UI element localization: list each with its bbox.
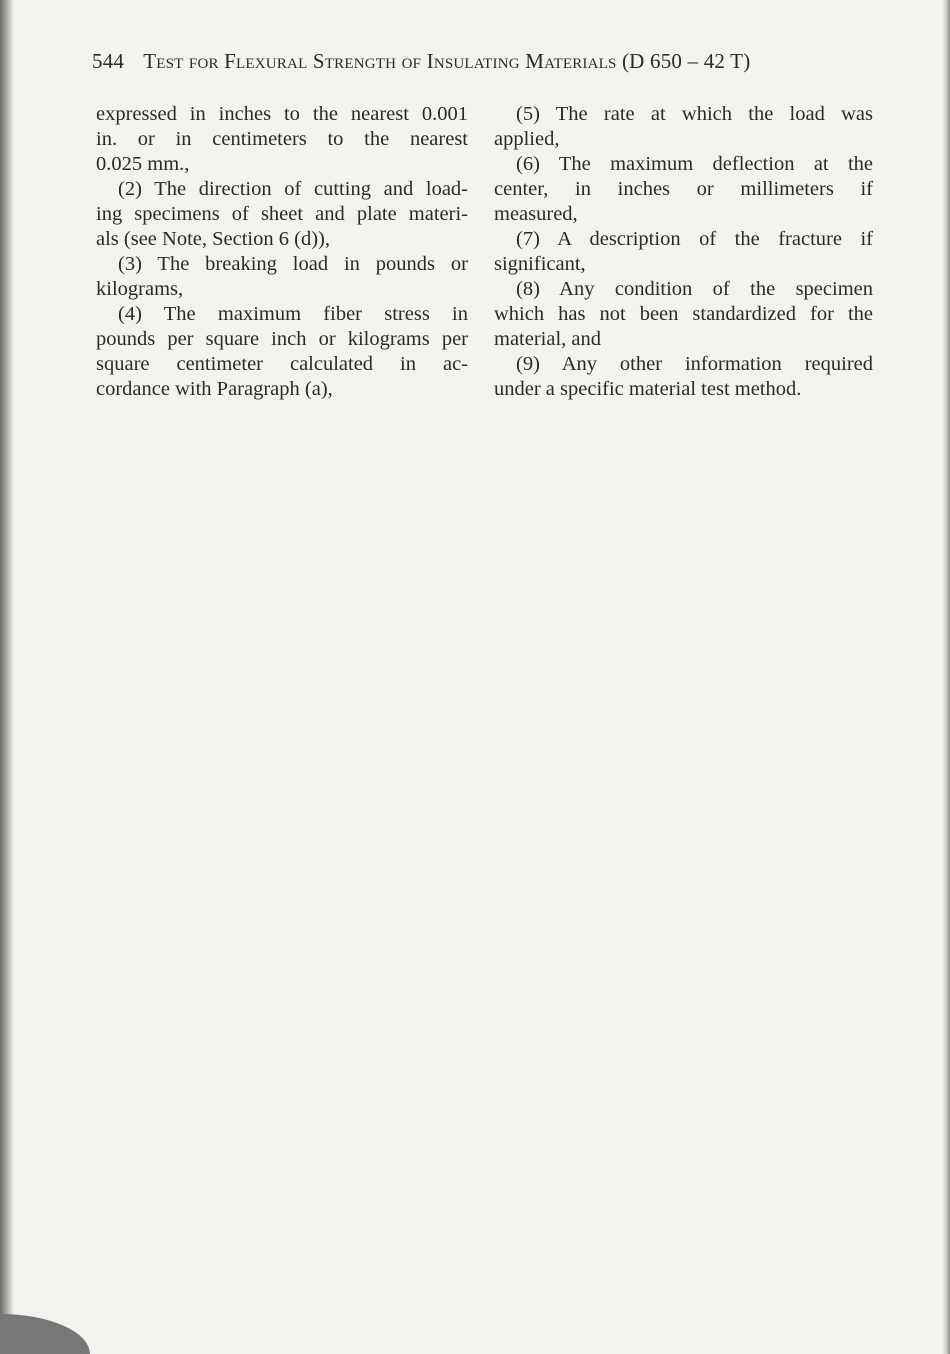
text-line: material, and bbox=[494, 328, 602, 350]
text-line: ing specimens of sheet and plate materi- bbox=[96, 203, 468, 225]
text-line: under a specific material test method. bbox=[494, 378, 802, 400]
list-item-7: (7) A description of the fracture if bbox=[516, 228, 873, 250]
list-item-4: (4) The maximum fiber stress in bbox=[118, 303, 468, 325]
text-line: 0.025 mm., bbox=[96, 153, 190, 175]
right-column bbox=[494, 102, 873, 402]
list-item-2: (2) The direction of cutting and load- bbox=[118, 178, 468, 200]
text-line: cordance with Paragraph (a), bbox=[96, 378, 333, 400]
scan-left-edge bbox=[0, 0, 14, 1354]
left-column bbox=[96, 102, 468, 402]
text-line: which has not been standardized for the bbox=[494, 303, 873, 325]
list-item-8: (8) Any condition of the specimen bbox=[516, 278, 873, 300]
running-header bbox=[92, 49, 750, 74]
list-item-9: (9) Any other information required bbox=[516, 353, 873, 375]
text-line: center, in inches or millimeters if bbox=[494, 178, 873, 200]
list-item-5: (5) The rate at which the load was bbox=[516, 103, 873, 125]
text-line: measured, bbox=[494, 203, 578, 225]
scan-right-edge bbox=[942, 0, 950, 1354]
text-line: expressed in inches to the nearest 0.001 bbox=[96, 103, 468, 125]
text-line: als (see Note, Section 6 (d)), bbox=[96, 228, 330, 250]
list-item-3: (3) The breaking load in pounds or bbox=[118, 253, 468, 275]
text-line: applied, bbox=[494, 128, 560, 150]
text-line: square centimeter calculated in ac- bbox=[96, 353, 468, 375]
text-line: kilograms, bbox=[96, 278, 184, 300]
running-title: Test for Flexural Strength of Insulating Materials (D 650 – 42 T) bbox=[143, 49, 751, 73]
text-line: significant, bbox=[494, 253, 586, 275]
text-line: pounds per square inch or kilograms per bbox=[96, 328, 468, 350]
scan-corner-shadow bbox=[0, 1314, 90, 1354]
page-number: 544 bbox=[92, 49, 125, 73]
text-line: in. or in centimeters to the nearest bbox=[96, 128, 468, 150]
list-item-6: (6) The maximum deflection at the bbox=[516, 153, 873, 175]
